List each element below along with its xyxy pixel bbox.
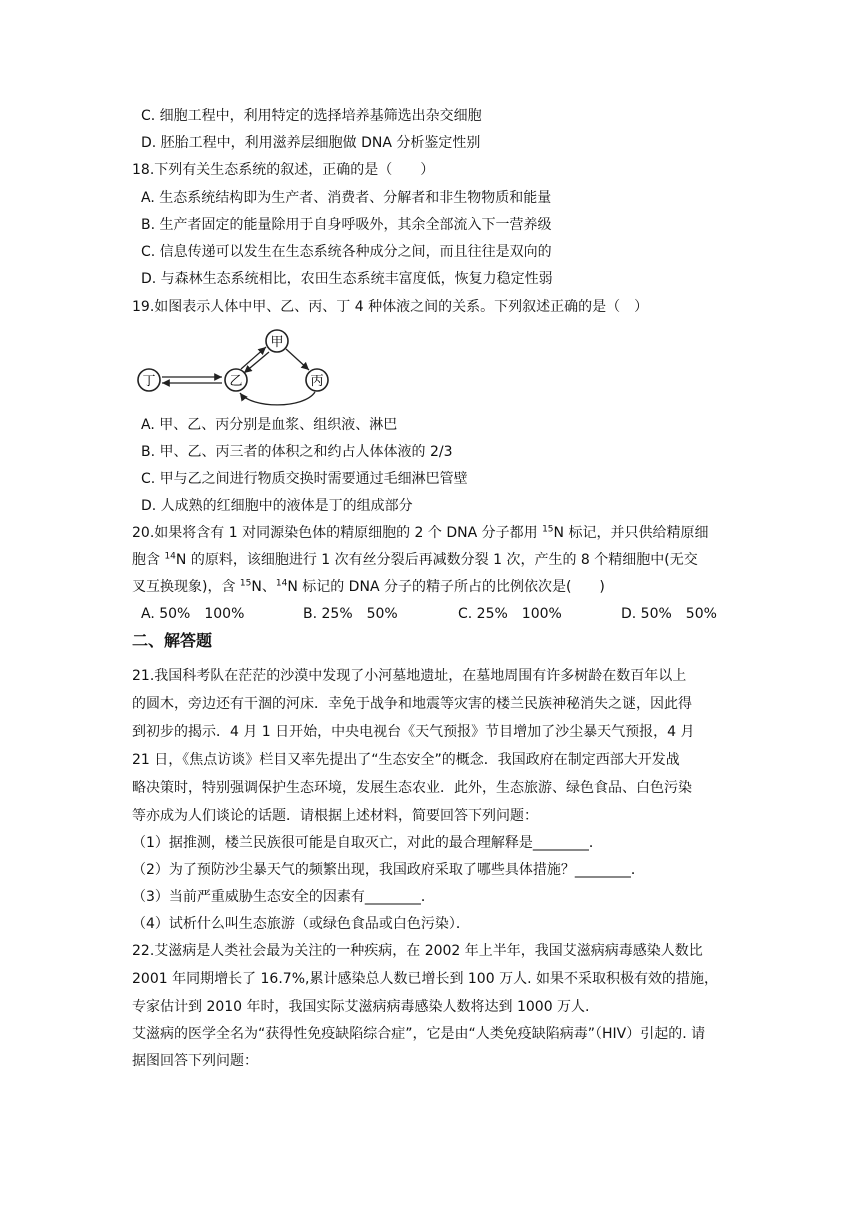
node-yi — [225, 369, 247, 391]
q20-l3-text-a: 叉互换现象)，含 — [132, 579, 240, 595]
option-d-embryo-engineering: D. 胚胎工程中，利用滋养层细胞做 DNA 分析鉴定性别 — [141, 135, 481, 151]
q22-line-1: 22.艾滋病是人类社会最为关注的一种疾病，在 2002 年上半年，我国艾滋病病毒感染人数比 — [132, 943, 703, 959]
q20-l2-sup: 14 — [164, 551, 176, 562]
q22-line-3: 专家估计到 2010 年时，我国实际艾滋病病毒感染人数将达到 1000 万人. — [132, 999, 590, 1015]
q21-sub-1: （1）据推测，楼兰民族很可能是自取灭亡，对此的最合理解释是________． — [132, 835, 603, 851]
body-fluid-diagram — [134, 327, 334, 407]
q21-sub-4: （4）试析什么叫生态旅游（或绿色食品或白色污染）． — [132, 916, 470, 932]
q19-option-b: B. 甲、乙、丙三者的体积之和约占人体体液的 2/3 — [141, 444, 453, 460]
node-bing — [306, 369, 328, 391]
q22-line-5: 据图回答下列问题： — [132, 1053, 258, 1069]
q21-line-3: 到初步的揭示．4 月 1 日开始，中央电视台《天气预报》节目增加了沙尘暴天气预报，4 月 — [132, 724, 695, 740]
q19-option-c: C. 甲与乙之间进行物质交换时需要通过毛细淋巴管壁 — [141, 471, 468, 487]
node-jia-label: 甲 — [270, 335, 284, 350]
q20-l2-text-a: 胞含 — [132, 552, 165, 568]
q18-option-b: B. 生产者固定的能量除用于自身呼吸外，其余全部流入下一营养级 — [141, 217, 552, 233]
q18-option-a: A. 生态系统结构即为生产者、消费者、分解者和非生物物质和能量 — [141, 190, 552, 206]
option-c-cell-engineering: C. 细胞工程中，利用特定的选择培养基筛选出杂交细胞 — [141, 108, 482, 124]
q18-option-d: D. 与森林生态系统相比，农田生态系统丰富度低，恢复力稳定性弱 — [141, 271, 553, 287]
q20-l3-text-b: N、 — [251, 579, 276, 595]
question-20-line-3 — [132, 577, 605, 597]
q20-option-a: A. 50% 100% — [141, 606, 245, 622]
q20-l3-text-c: N 标记的 DNA 分子的精子所占的比例依次是( ) — [287, 579, 605, 595]
q20-option-d: D. 50% 50% — [621, 606, 717, 622]
q20-l2-text-b: N 的原料，该细胞进行 1 次有丝分裂后再减数分裂 1 次，产生的 8 个精细胞中(无交 — [175, 552, 698, 568]
q21-line-5: 略决策时，特别强调保护生态环境，发展生态农业．此外，生态旅游、绿色食品、白色污染 — [132, 780, 692, 796]
arrow-jia-to-bing — [286, 349, 309, 370]
q21-sub-2: （2）为了预防沙尘暴天气的频繁出现，我国政府采取了哪些具体措施？________． — [132, 862, 645, 878]
q20-l1-text-a: 20.如果将含有 1 对同源染色体的精原细胞的 2 个 DNA 分子都用 — [132, 525, 543, 541]
q19-option-d: D. 人成熟的红细胞中的液体是丁的组成部分 — [141, 498, 413, 514]
question-20-line-1 — [132, 523, 708, 543]
q20-l3-sup-1: 15 — [239, 578, 252, 589]
q20-l1-text-b: N 标记，并只供给精原细 — [553, 525, 709, 541]
node-yi-label: 乙 — [229, 374, 243, 389]
question-20-line-2 — [132, 550, 698, 570]
q19-option-a: A. 甲、乙、丙分别是血浆、组织液、淋巴 — [141, 417, 398, 433]
q18-option-c: C. 信息传递可以发生在生态系统各种成分之间，而且往往是双向的 — [141, 244, 552, 260]
q22-line-2: 2001 年同期增长了 16.7%,累计感染总人数已增长到 100 万人. 如果不采取积极有效的措施， — [132, 971, 718, 987]
q22-line-4: 艾滋病的医学全名为“获得性免疫缺陷综合症”，它是由“人类免疫缺陷病毒”（HIV）引起的. 请 — [132, 1026, 706, 1042]
q21-line-1: 21.我国科考队在茫茫的沙漠中发现了小河墓地遗址，在墓地周围有许多树龄在数百年以上 — [132, 668, 687, 684]
q20-option-c: C. 25% 100% — [458, 606, 562, 622]
node-ding-label: 丁 — [142, 374, 156, 389]
node-bing-label: 丙 — [310, 374, 324, 389]
q21-sub-3: （3）当前严重威胁生态安全的因素有________． — [132, 889, 435, 905]
q21-line-4: 21 日，《焦点访谈》栏目又率先提出了“生态安全”的概念．我国政府在制定西部大开发战 — [132, 752, 680, 768]
question-18: 18.下列有关生态系统的叙述，正确的是（ ） — [132, 162, 435, 178]
q20-l1-sup: 15 — [542, 524, 554, 535]
node-ding — [138, 369, 160, 391]
arrow-bing-to-yi — [240, 392, 315, 405]
q21-line-2: 的圆木，旁边还有干涸的河床．幸免于战争和地震等灾害的楼兰民族神秘消失之谜，因此得 — [132, 696, 692, 712]
node-jia — [266, 330, 288, 352]
question-19: 19.如图表示人体中甲、乙、丙、丁 4 种体液之间的关系。下列叙述正确的是（ ） — [132, 299, 649, 315]
q21-line-6: 等亦成为人们谈论的话题．请根据上述材料，简要回答下列问题： — [132, 808, 538, 824]
section-heading-answers: 二、解答题 — [132, 631, 213, 650]
q20-option-b: B. 25% 50% — [303, 606, 398, 622]
q20-l3-sup-2: 14 — [275, 578, 288, 589]
